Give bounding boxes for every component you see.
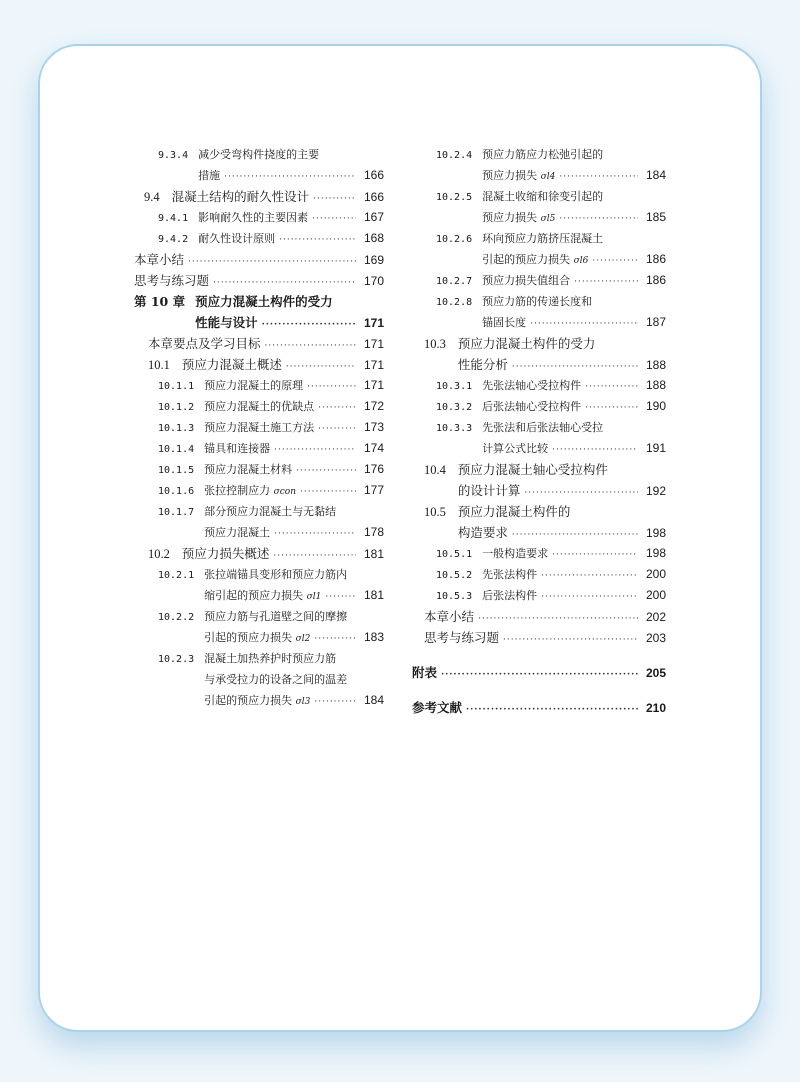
toc-line bbox=[134, 354, 384, 375]
dot-leader bbox=[296, 461, 356, 482]
dot-leader bbox=[274, 440, 356, 461]
section-title: 先张法和后张法轴心受拉 bbox=[482, 421, 604, 434]
toc-entry[interactable] bbox=[134, 543, 384, 564]
toc-line bbox=[134, 333, 384, 354]
section-title: 措施 bbox=[198, 169, 221, 182]
toc-entry[interactable] bbox=[134, 354, 384, 375]
section-title: 先张法构件 bbox=[482, 568, 538, 581]
page-number: 171 bbox=[363, 358, 384, 372]
section-title: 预应力损失 σl5 bbox=[482, 211, 556, 224]
toc-entry[interactable] bbox=[134, 501, 384, 543]
page-number: 188 bbox=[645, 378, 666, 392]
dot-leader bbox=[466, 700, 638, 721]
page-number: 203 bbox=[645, 631, 666, 645]
sigma-symbol: σl2 bbox=[295, 634, 311, 644]
section-title: 引起的预应力损失 σl6 bbox=[482, 253, 589, 266]
section-number: 10.2.2 bbox=[158, 612, 195, 623]
section-title: 预应力筋应力松弛引起的 bbox=[482, 148, 604, 161]
section-title: 后张法构件 bbox=[482, 589, 538, 602]
dot-leader bbox=[314, 629, 356, 650]
toc-entry[interactable] bbox=[412, 697, 666, 718]
section-number: 10.2.4 bbox=[436, 150, 473, 161]
toc-line bbox=[134, 648, 384, 669]
dot-leader bbox=[530, 314, 638, 335]
page-number: 198 bbox=[645, 526, 666, 540]
toc-entry[interactable] bbox=[412, 662, 666, 683]
section-title: 混凝土收缩和徐变引起的 bbox=[482, 190, 604, 203]
toc-entry[interactable] bbox=[412, 186, 666, 228]
section-number: 10.2 bbox=[148, 547, 170, 561]
section-number: 10.1.4 bbox=[158, 444, 195, 455]
toc-entry[interactable] bbox=[134, 480, 384, 501]
toc-line bbox=[134, 480, 384, 501]
toc-entry[interactable] bbox=[412, 585, 666, 606]
page-number: 200 bbox=[645, 567, 666, 581]
toc-line bbox=[412, 606, 666, 627]
toc-line bbox=[134, 417, 384, 438]
section-title: 引起的预应力损失 σl2 bbox=[204, 631, 311, 644]
section-number: 9.4 bbox=[144, 190, 160, 204]
dot-leader bbox=[541, 566, 638, 587]
section-title: 本章小结 bbox=[134, 252, 185, 267]
section-number: 9.4.2 bbox=[158, 234, 189, 245]
section-title: 预应力损失 σl4 bbox=[482, 169, 556, 182]
dot-leader bbox=[325, 587, 356, 608]
page-number: 202 bbox=[645, 610, 666, 624]
section-title: 影响耐久性的主要因素 bbox=[198, 211, 309, 224]
toc-line bbox=[134, 228, 384, 249]
section-number: 10.2.6 bbox=[436, 234, 473, 245]
toc-entry[interactable] bbox=[412, 375, 666, 396]
section-title: 构造要求 bbox=[457, 525, 508, 540]
toc-line bbox=[412, 501, 666, 522]
dot-leader bbox=[274, 524, 356, 545]
section-title: 预应力混凝土构件的 bbox=[457, 504, 571, 519]
toc-entry[interactable] bbox=[134, 228, 384, 249]
section-number: 10.1 bbox=[148, 358, 170, 372]
sigma-symbol: σl6 bbox=[573, 256, 589, 266]
toc-line bbox=[134, 312, 384, 333]
dot-leader bbox=[307, 377, 356, 398]
page-number: 184 bbox=[645, 168, 666, 182]
sigma-symbol: σl4 bbox=[540, 172, 556, 182]
toc-line bbox=[134, 207, 384, 228]
toc-line bbox=[412, 354, 666, 375]
section-title: 与承受拉力的设备之间的温差 bbox=[204, 673, 348, 686]
toc-entry[interactable] bbox=[412, 291, 666, 333]
dot-leader bbox=[503, 630, 638, 651]
section-title: 预应力混凝土施工方法 bbox=[204, 421, 315, 434]
toc-line bbox=[412, 627, 666, 648]
toc-entry[interactable] bbox=[412, 564, 666, 585]
dot-leader bbox=[585, 398, 638, 419]
toc-line bbox=[412, 291, 666, 312]
toc-line bbox=[412, 417, 666, 438]
toc-line bbox=[134, 669, 384, 690]
sigma-symbol: σl3 bbox=[295, 697, 311, 707]
toc-line bbox=[134, 543, 384, 564]
dot-leader bbox=[300, 482, 356, 503]
toc-entry[interactable] bbox=[412, 333, 666, 375]
section-title: 减少受弯构件挠度的主要 bbox=[198, 148, 320, 161]
dot-leader bbox=[559, 209, 638, 230]
page-number: 167 bbox=[363, 210, 384, 224]
section-title: 缩引起的预应力损失 σl1 bbox=[204, 589, 322, 602]
page-number: 210 bbox=[645, 701, 666, 715]
section-number: 10.5.3 bbox=[436, 591, 473, 602]
toc-line bbox=[134, 249, 384, 270]
section-number: 10.1.7 bbox=[158, 507, 195, 518]
page-number: 169 bbox=[363, 253, 384, 267]
page-number: 181 bbox=[363, 547, 384, 561]
section-title: 预应力筋与孔道壁之间的摩擦 bbox=[204, 610, 348, 623]
toc-line bbox=[134, 144, 384, 165]
toc-entry[interactable] bbox=[134, 144, 384, 186]
page-number: 187 bbox=[645, 315, 666, 329]
section-title: 张拉端锚具变形和预应力筋内 bbox=[204, 568, 348, 581]
toc-line bbox=[134, 270, 384, 291]
section-number: 10.1.5 bbox=[158, 465, 195, 476]
toc-entry[interactable] bbox=[134, 186, 384, 207]
section-title: 部分预应力混凝土与无黏结 bbox=[204, 505, 337, 518]
toc-line bbox=[134, 438, 384, 459]
section-title: 预应力混凝土 bbox=[204, 526, 271, 539]
dot-leader bbox=[559, 167, 638, 188]
toc-line bbox=[134, 606, 384, 627]
toc-entry[interactable] bbox=[134, 417, 384, 438]
section-title: 思考与练习题 bbox=[134, 273, 210, 288]
section-title: 环向预应力筋挤压混凝土 bbox=[482, 232, 604, 245]
toc-line bbox=[412, 543, 666, 564]
toc-line bbox=[134, 186, 384, 207]
toc-entry[interactable] bbox=[412, 228, 666, 270]
dot-leader bbox=[552, 440, 638, 461]
dot-leader bbox=[441, 665, 638, 686]
page-number: 171 bbox=[363, 378, 384, 392]
page-number: 198 bbox=[645, 546, 666, 560]
section-number: 9.3.4 bbox=[158, 150, 189, 161]
toc-line bbox=[134, 501, 384, 522]
toc-entry[interactable] bbox=[412, 501, 666, 543]
section-number: 10.2.5 bbox=[436, 192, 473, 203]
dot-leader bbox=[318, 419, 356, 440]
section-title: 张拉控制应力 σcon bbox=[204, 484, 297, 497]
toc-line bbox=[412, 697, 666, 718]
sigma-symbol: σl1 bbox=[306, 592, 322, 602]
dot-leader bbox=[279, 230, 356, 251]
toc-entry[interactable] bbox=[412, 543, 666, 564]
toc-entry[interactable] bbox=[412, 396, 666, 417]
page-number: 181 bbox=[363, 588, 384, 602]
section-number: 10.2.8 bbox=[436, 297, 473, 308]
dot-leader bbox=[314, 692, 356, 713]
section-title: 本章小结 bbox=[424, 609, 475, 624]
toc-entry[interactable] bbox=[412, 270, 666, 291]
section-title: 预应力混凝土构件的受力 bbox=[195, 294, 333, 309]
section-number: 10.3.1 bbox=[436, 381, 473, 392]
toc-line bbox=[412, 522, 666, 543]
section-title: 预应力混凝土构件的受力 bbox=[457, 336, 596, 351]
section-title: 耐久性设计原则 bbox=[198, 232, 276, 245]
section-number: 10.2.1 bbox=[158, 570, 195, 581]
section-number: 10.5.1 bbox=[436, 549, 473, 560]
section-number: 第 10 章 bbox=[134, 294, 186, 309]
page-number: 173 bbox=[363, 420, 384, 434]
page-number: 186 bbox=[645, 273, 666, 287]
section-title: 预应力筋的传递长度和 bbox=[482, 295, 593, 308]
dot-leader bbox=[541, 587, 638, 608]
section-number: 10.3.2 bbox=[436, 402, 473, 413]
page-number: 177 bbox=[363, 483, 384, 497]
toc-line bbox=[412, 396, 666, 417]
section-title: 先张法轴心受拉构件 bbox=[482, 379, 582, 392]
section-title: 预应力混凝土的原理 bbox=[204, 379, 304, 392]
page-number: 166 bbox=[363, 168, 384, 182]
section-title: 预应力混凝土概述 bbox=[181, 357, 282, 372]
toc-entry[interactable] bbox=[134, 333, 384, 354]
toc-line bbox=[134, 627, 384, 648]
dot-leader bbox=[224, 167, 356, 188]
dot-leader bbox=[552, 545, 638, 566]
toc-entry[interactable] bbox=[134, 270, 384, 291]
toc-line bbox=[134, 585, 384, 606]
toc-line bbox=[134, 291, 384, 312]
toc-entry[interactable] bbox=[134, 606, 384, 648]
toc-line bbox=[134, 564, 384, 585]
section-title: 本章要点及学习目标 bbox=[148, 336, 261, 351]
dot-leader bbox=[312, 209, 356, 230]
toc-line bbox=[134, 459, 384, 480]
section-title: 引起的预应力损失 σl3 bbox=[204, 694, 311, 707]
section-title: 锚固长度 bbox=[482, 316, 527, 329]
section-title: 预应力损失值组合 bbox=[482, 274, 571, 287]
page-number: 184 bbox=[363, 693, 384, 707]
section-number: 10.1.2 bbox=[158, 402, 195, 413]
section-number: 10.5.2 bbox=[436, 570, 473, 581]
page-number: 190 bbox=[645, 399, 666, 413]
toc-entry[interactable] bbox=[134, 648, 384, 711]
toc-entry[interactable] bbox=[134, 459, 384, 480]
page-number: 192 bbox=[645, 484, 666, 498]
toc-entry[interactable] bbox=[134, 438, 384, 459]
toc-entry[interactable] bbox=[412, 606, 666, 627]
section-title: 预应力混凝土轴心受拉构件 bbox=[457, 462, 608, 477]
section-number: 10.2.3 bbox=[158, 654, 195, 665]
toc-entry[interactable] bbox=[412, 459, 666, 501]
section-number: 10.1.6 bbox=[158, 486, 195, 497]
section-title: 附表 bbox=[412, 665, 438, 680]
toc-entry[interactable] bbox=[134, 291, 384, 333]
section-title: 计算公式比较 bbox=[482, 442, 549, 455]
dot-leader bbox=[592, 251, 638, 272]
section-number: 10.2.7 bbox=[436, 276, 473, 287]
toc-left-column bbox=[134, 144, 384, 711]
page-number: 170 bbox=[363, 274, 384, 288]
page-number: 200 bbox=[645, 588, 666, 602]
toc-entry[interactable] bbox=[134, 249, 384, 270]
toc-line bbox=[412, 375, 666, 396]
page-number: 171 bbox=[363, 316, 384, 330]
page-number: 188 bbox=[645, 358, 666, 372]
toc-line bbox=[412, 438, 666, 459]
section-title: 锚具和连接器 bbox=[204, 442, 271, 455]
toc-line bbox=[412, 312, 666, 333]
section-title: 预应力混凝土的优缺点 bbox=[204, 400, 315, 413]
section-title: 的设计计算 bbox=[457, 483, 521, 498]
sigma-symbol: σcon bbox=[273, 487, 297, 497]
page-number: 168 bbox=[363, 231, 384, 245]
section-number: 10.1.3 bbox=[158, 423, 195, 434]
toc-line bbox=[134, 165, 384, 186]
toc-entry[interactable] bbox=[134, 375, 384, 396]
page-number: 186 bbox=[645, 252, 666, 266]
page-number: 174 bbox=[363, 441, 384, 455]
section-title: 参考文献 bbox=[412, 700, 463, 715]
toc-entry[interactable] bbox=[412, 417, 666, 459]
toc-line bbox=[134, 690, 384, 711]
page-number: 176 bbox=[363, 462, 384, 476]
toc-line bbox=[412, 333, 666, 354]
toc-line bbox=[134, 375, 384, 396]
section-number: 10.3 bbox=[424, 337, 446, 351]
dot-leader bbox=[574, 272, 638, 293]
section-number: 10.5 bbox=[424, 505, 446, 519]
page-number: 171 bbox=[363, 337, 384, 351]
toc-line bbox=[412, 480, 666, 501]
section-title: 预应力混凝土材料 bbox=[204, 463, 293, 476]
section-title: 预应力损失概述 bbox=[181, 546, 270, 561]
toc-entry[interactable] bbox=[412, 627, 666, 648]
section-title: 混凝土结构的耐久性设计 bbox=[171, 189, 310, 204]
toc-line bbox=[412, 144, 666, 165]
page-number: 205 bbox=[645, 666, 666, 680]
page-number: 183 bbox=[363, 630, 384, 644]
dot-leader bbox=[318, 398, 356, 419]
sigma-symbol: σl5 bbox=[540, 214, 556, 224]
section-number: 10.3.3 bbox=[436, 423, 473, 434]
toc-line bbox=[412, 662, 666, 683]
section-number: 9.4.1 bbox=[158, 213, 189, 224]
section-title: 后张法轴心受拉构件 bbox=[482, 400, 582, 413]
section-title: 混凝土加热养护时预应力筋 bbox=[204, 652, 337, 665]
page-number: 178 bbox=[363, 525, 384, 539]
section-number: 10.1.1 bbox=[158, 381, 195, 392]
toc-line bbox=[412, 459, 666, 480]
toc-right-column bbox=[412, 144, 666, 718]
page-number: 191 bbox=[645, 441, 666, 455]
toc-entry[interactable] bbox=[134, 396, 384, 417]
toc-line bbox=[412, 228, 666, 249]
toc-line bbox=[412, 564, 666, 585]
toc-line bbox=[412, 165, 666, 186]
section-title: 一般构造要求 bbox=[482, 547, 549, 560]
toc-line bbox=[412, 207, 666, 228]
toc-line bbox=[412, 585, 666, 606]
toc-line bbox=[412, 186, 666, 207]
toc-entry[interactable] bbox=[134, 564, 384, 606]
page-number: 172 bbox=[363, 399, 384, 413]
toc-entry[interactable] bbox=[412, 144, 666, 186]
section-title: 思考与练习题 bbox=[424, 630, 500, 645]
toc-line bbox=[134, 522, 384, 543]
toc-entry[interactable] bbox=[134, 207, 384, 228]
section-title: 性能与设计 bbox=[195, 315, 258, 330]
toc-line bbox=[412, 270, 666, 291]
toc-line bbox=[134, 396, 384, 417]
toc-line bbox=[412, 249, 666, 270]
page-number: 185 bbox=[645, 210, 666, 224]
page-number: 166 bbox=[363, 190, 384, 204]
dot-leader bbox=[585, 377, 638, 398]
section-number: 10.4 bbox=[424, 463, 446, 477]
section-title: 性能分析 bbox=[457, 357, 508, 372]
